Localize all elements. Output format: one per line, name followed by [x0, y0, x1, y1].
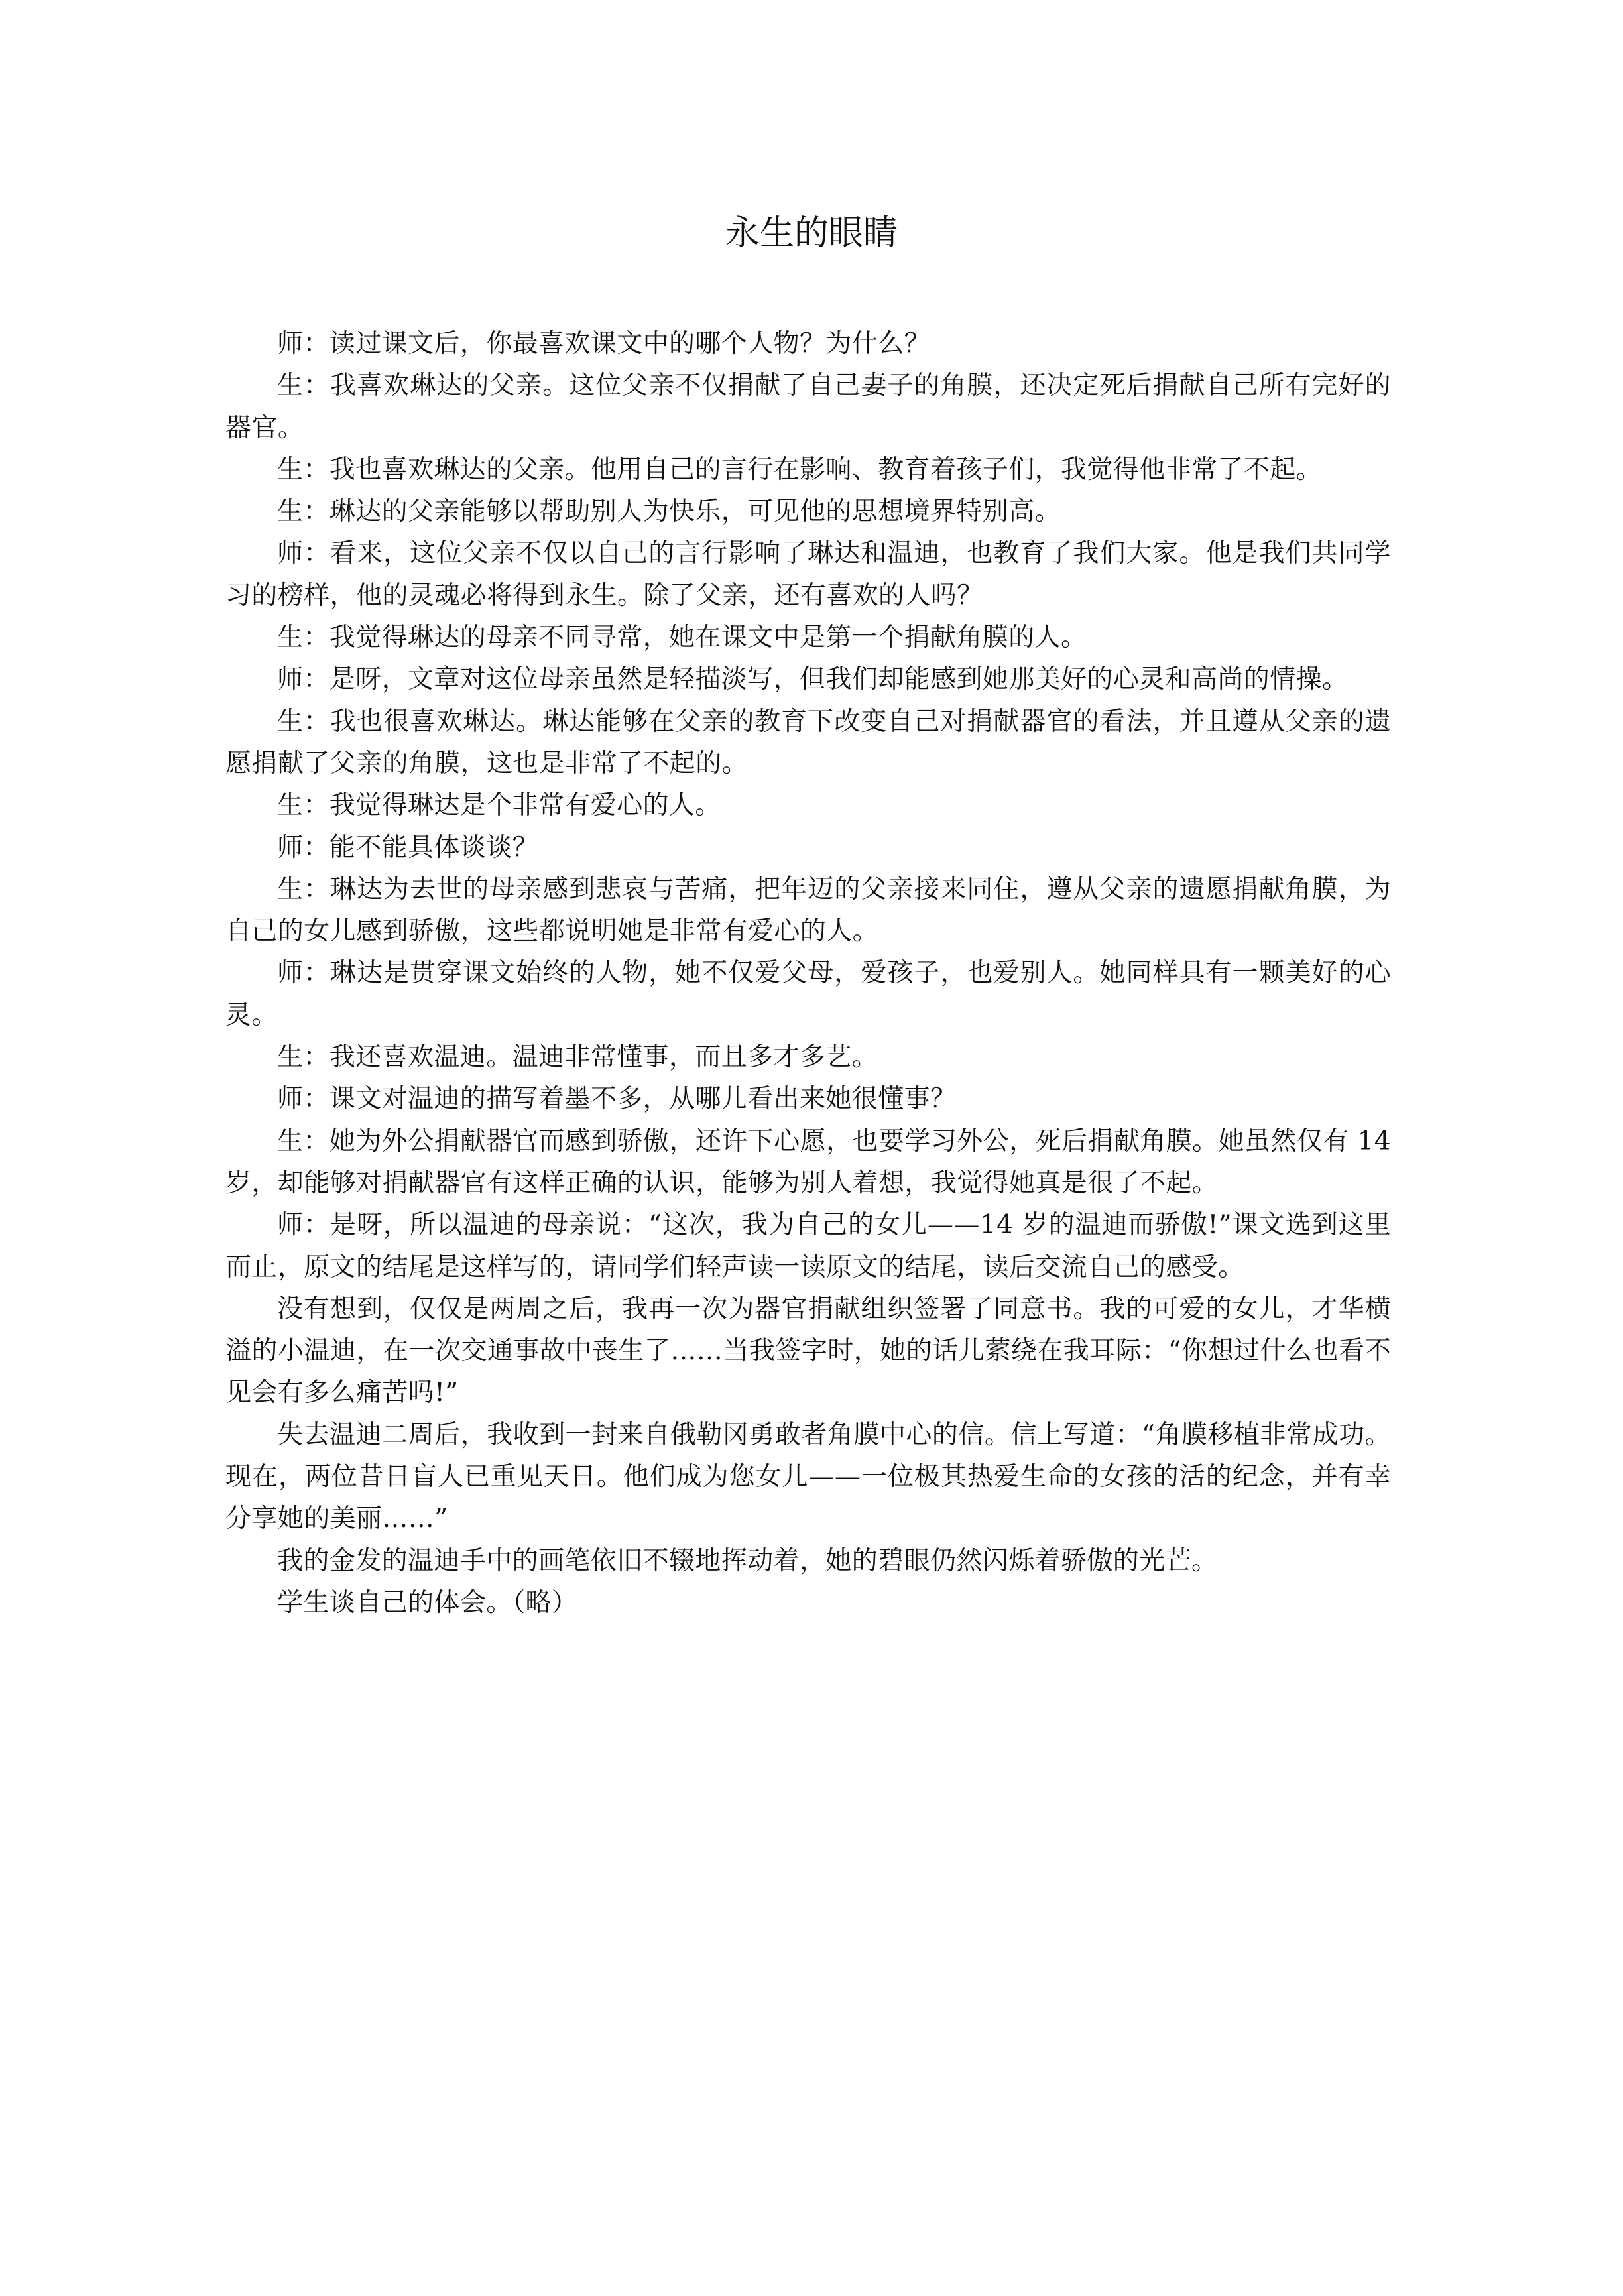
paragraph: 师：是呀，所以温迪的母亲说：“这次，我为自己的女儿——14 岁的温迪而骄傲!”课文选到这里而止，原文的结尾是这样写的，请同学们轻声读一读原文的结尾，读后交流自己的感受。	[225, 1210, 1391, 1282]
paragraph: 师：能不能具体谈谈？	[277, 832, 539, 863]
paragraph: 师：是呀，文章对这位母亲虽然是轻描淡写，但我们却能感到她那美好的心灵和高尚的情操。	[277, 664, 1349, 695]
paragraph: 生：我也喜欢琳达的父亲。他用自己的言行在影响、教育着孩子们，我觉得他非常了不起。	[277, 454, 1323, 485]
paragraph: 学生谈自己的体会。（略）	[277, 1587, 578, 1618]
paragraph: 师：读过课文后，你最喜欢课文中的哪个人物？为什么？	[277, 329, 931, 359]
paragraph: 生：我觉得琳达是个非常有爱心的人。	[277, 790, 721, 821]
paragraph: 生：她为外公捐献器官而感到骄傲，还许下心愿，也要学习外公，死后捐献角膜。她虽然仅有 14 岁，却能够对捐献器官有这样正确的认识，能够为别人着想，我觉得她真是很了不起。	[225, 1126, 1391, 1198]
paragraph: 师：琳达是贯穿课文始终的人物，她不仅爱父母，爱孩子，也爱别人。她同样具有一颗美好的心灵。	[225, 958, 1391, 1030]
paragraph: 生：琳达的父亲能够以帮助别人为快乐，可见他的思想境界特别高。	[277, 497, 1061, 527]
paragraph: 生：我喜欢琳达的父亲。这位父亲不仅捐献了自己妻子的角膜，还决定死后捐献自己所有完好的器官。	[225, 371, 1391, 443]
document-body	[225, 323, 1391, 1624]
paragraph: 师：课文对温迪的描写着墨不多，从哪儿看出来她很懂事？	[277, 1084, 957, 1115]
paragraph: 师：看来，这位父亲不仅以自己的言行影响了琳达和温迪，也教育了我们大家。他是我们共同学习的榜样，他的灵魂必将得到永生。除了父亲，还有喜欢的人吗？	[225, 538, 1391, 611]
paragraph: 没有想到，仅仅是两周之后，我再一次为器官捐献组织签署了同意书。我的可爱的女儿，才华横溢的小温迪，在一次交通事故中丧生了……当我签字时，她的话儿萦绕在我耳际：“你想过什么也看不见会有多么痛苦吗!”	[225, 1294, 1391, 1408]
paragraph: 我的金发的温迪手中的画笔依旧不辍地挥动着，她的碧眼仍然闪烁着骄傲的光芒。	[277, 1545, 1218, 1576]
paragraph: 生：我也很喜欢琳达。琳达能够在父亲的教育下改变自己对捐献器官的看法，并且遵从父亲的遗愿捐献了父亲的角膜，这也是非常了不起的。	[225, 706, 1391, 778]
paragraph: 生：我还喜欢温迪。温迪非常懂事，而且多才多艺。	[277, 1042, 878, 1073]
paragraph: 失去温迪二周后，我收到一封来自俄勒冈勇敢者角膜中心的信。信上写道：“角膜移植非常成功。现在，两位昔日盲人已重见天日。他们成为您女儿——一位极其热爱生命的女孩的活的纪念，并有幸分享她的美丽……”	[225, 1420, 1391, 1534]
document-title: 永生的眼睛	[725, 213, 898, 253]
paragraph: 生：琳达为去世的母亲感到悲哀与苦痛，把年迈的父亲接来同住，遵从父亲的遗愿捐献角膜，为自己的女儿感到骄傲，这些都说明她是非常有爱心的人。	[225, 874, 1391, 947]
paragraph: 生：我觉得琳达的母亲不同寻常，她在课文中是第一个捐献角膜的人。	[277, 623, 1087, 653]
